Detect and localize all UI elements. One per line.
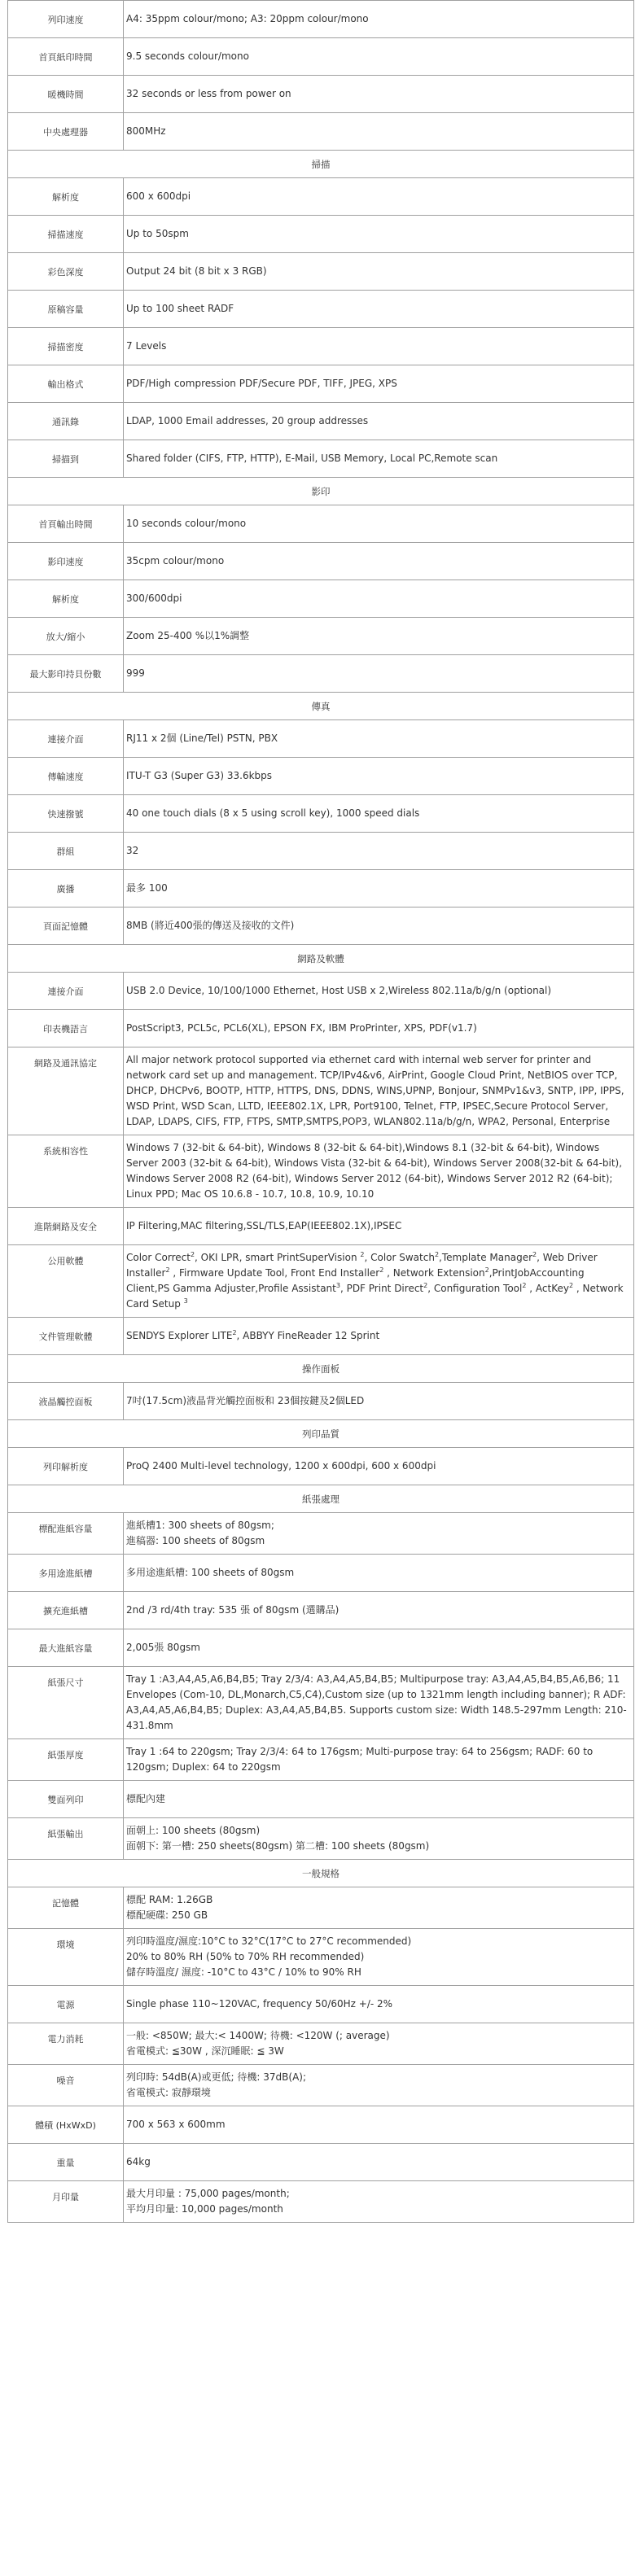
spec-row: [8, 505, 634, 543]
section-title: 影印: [8, 478, 634, 505]
spec-row: [8, 1887, 634, 1929]
spec-label: 連接介面: [8, 973, 124, 1010]
spec-value: [124, 403, 634, 440]
spec-row: [8, 1667, 634, 1739]
spec-label: 多用途進紙槽: [8, 1555, 124, 1592]
spec-row: [8, 1739, 634, 1781]
spec-label: 記憶體: [8, 1887, 124, 1929]
spec-value: [124, 253, 634, 291]
spec-row: [8, 720, 634, 758]
spec-row: [8, 1, 634, 38]
spec-row: [8, 113, 634, 151]
spec-value: [124, 2106, 634, 2144]
spec-value: [124, 1555, 634, 1592]
spec-value: [124, 2181, 634, 2223]
spec-label: 系統相容性: [8, 1135, 124, 1208]
spec-value: [124, 2144, 634, 2181]
spec-value: [124, 1, 634, 38]
section-title: 傳真: [8, 693, 634, 720]
spec-value-line: 7吋(17.5cm)液晶背光觸控面板和 23個按鍵及2個LED: [126, 1395, 365, 1406]
spec-label: 體積 (HxWxD): [8, 2106, 124, 2144]
spec-value: [124, 1929, 634, 1986]
spec-label: 紙張輸出: [8, 1818, 124, 1860]
spec-value-line: SENDYS Explorer LITE$^2$, ABBYY FineReader 12 Sprint: [126, 1329, 380, 1341]
spec-value-line: 多用途進紙槽: 100 sheets of 80gsm: [126, 1567, 295, 1578]
spec-label: 擴充進紙槽: [8, 1592, 124, 1629]
spec-label: 掃描到: [8, 440, 124, 478]
spec-label: 通訊錄: [8, 403, 124, 440]
spec-row: [8, 1929, 634, 1986]
spec-value-line: 20% to 80% RH (50% to 70% RH recommended): [126, 1951, 365, 1962]
spec-value: [124, 2023, 634, 2065]
spec-row: [8, 1135, 634, 1208]
spec-value: [124, 216, 634, 253]
spec-row: [8, 1592, 634, 1629]
spec-row: [8, 758, 634, 795]
spec-value-line: USB 2.0 Device, 10/100/1000 Ethernet, Host USB x 2,Wireless 802.11a/b/g/n (optional): [126, 985, 552, 996]
spec-value: [124, 1887, 634, 1929]
spec-value: [124, 758, 634, 795]
section-header-row: [8, 693, 634, 720]
spec-row: [8, 1318, 634, 1355]
spec-label: 網路及通訊協定: [8, 1047, 124, 1135]
spec-value-line: 2,005張 80gsm: [126, 1642, 200, 1653]
spec-row: [8, 403, 634, 440]
spec-row: [8, 2065, 634, 2106]
spec-value-line: 標配內建: [126, 1793, 166, 1804]
spec-value-line: 平均月印量: 10,000 pages/month: [126, 2203, 283, 2215]
spec-value-line: PostScript3, PCL5c, PCL6(XL), EPSON FX, IBM ProPrinter, XPS, PDF(v1.7): [126, 1022, 477, 1034]
spec-row: [8, 1629, 634, 1667]
spec-label: 頁面記憶體: [8, 908, 124, 945]
spec-value-line: A4: 35ppm colour/mono; A3: 20ppm colour/mono: [126, 13, 369, 24]
spec-label: 首頁紙印時間: [8, 38, 124, 76]
spec-value-line: 最多 100: [126, 882, 168, 894]
spec-label: 傳輸速度: [8, 758, 124, 795]
spec-value: [124, 2065, 634, 2106]
spec-row: [8, 365, 634, 403]
spec-row: [8, 1555, 634, 1592]
spec-value-line: 300/600dpi: [126, 593, 182, 604]
spec-value-line: Tray 1 :64 to 220gsm; Tray 2/3/4: 64 to 176gsm; Multi-purpose tray: 64 to 256gsm; RADF: 60 to 120gsm; Duplex: 64 to 220gsm: [126, 1746, 594, 1773]
spec-label: 標配進紙容量: [8, 1513, 124, 1555]
spec-value: [124, 795, 634, 833]
spec-label: 暖機時間: [8, 76, 124, 113]
spec-value: [124, 1047, 634, 1135]
spec-row: [8, 440, 634, 478]
spec-value-line: 8MB (將近400張的傳送及接收的文件): [126, 920, 295, 931]
spec-label: 中央處理器: [8, 113, 124, 151]
spec-value: [124, 1135, 634, 1208]
spec-value-line: 標配 RAM: 1.26GB: [126, 1894, 213, 1905]
spec-value-line: 2nd /3 rd/4th tray: 535 張 of 80gsm (選購品): [126, 1604, 340, 1616]
spec-value-line: 40 one touch dials (8 x 5 using scroll key), 1000 speed dials: [126, 807, 420, 819]
spec-row: [8, 618, 634, 655]
spec-label: 列印解析度: [8, 1448, 124, 1485]
spec-row: [8, 2106, 634, 2144]
spec-row: [8, 655, 634, 693]
spec-label: 文件管理軟體: [8, 1318, 124, 1355]
spec-value-line: 省電模式: 寂靜環境: [126, 2087, 211, 2098]
spec-value-line: Up to 50spm: [126, 228, 189, 239]
section-title: 列印品質: [8, 1420, 634, 1448]
spec-value-line: 儲存時溫度/ 濕度: -10°C to 43°C / 10% to 90% RH: [126, 1966, 361, 1978]
spec-value-line: 最大月印量 : 75,000 pages/month;: [126, 2188, 290, 2199]
spec-value-line: 35cpm colour/mono: [126, 555, 225, 566]
spec-value: [124, 833, 634, 870]
spec-value-line: Tray 1 :A3,A4,A5,A6,B4,B5; Tray 2/3/4: A3,A4,A5,B4,B5; Multipurpose tray: A3,A4,A5,B4,B5,A6,B6; 11 Envelopes (Com-10, DL,Monarch,C5,C4),Custom size (up to 1321mm length including banner); R ADF: A3,A4,A5,A6,B4,B5; Duplex: A3,A4,A5,B4,B5. Supports custom size: Width 148.5-297mm Length: 210-431.8mm: [126, 1673, 627, 1731]
spec-label: 解析度: [8, 580, 124, 618]
spec-label: 原稿容量: [8, 291, 124, 328]
spec-row: [8, 908, 634, 945]
spec-value: [124, 1781, 634, 1818]
spec-label: 電源: [8, 1986, 124, 2023]
spec-value: [124, 1667, 634, 1739]
spec-row: [8, 870, 634, 908]
spec-value: [124, 618, 634, 655]
spec-label: 影印速度: [8, 543, 124, 580]
spec-row: [8, 543, 634, 580]
spec-label: 列印速度: [8, 1, 124, 38]
spec-value: [124, 1010, 634, 1047]
section-header-row: [8, 478, 634, 505]
spec-value-line: All major network protocol supported via ethernet card with internal web server for printer and network card set up and management. TCP/IPv4&v6, AirPrint, Google Cloud Print, NetBIOS over TCP, DHCP, DHCPv6, BOOTP, HTTP, HTTPS, DNS, DDNS, WINS,UPNP, Bonjour, SNMPv1&v3, SNTP, IPP, IPPS, WSD Print, WSD Scan, LLTD, IEEE802.1X, LPR, Port9100, Telnet, FTP, IPSEC,Secure Protocol Server, LDAP, LDAPS, CIFS, FTP, FTPS, SMTP,SMTPS,POP3, WLAN802.11a/b/g/n, WPA2, Personal, Enterprise: [126, 1054, 624, 1127]
spec-value-line: 列印時: 54dB(A)或更低; 待機: 37dB(A);: [126, 2071, 306, 2083]
spec-label: 紙張厚度: [8, 1739, 124, 1781]
spec-row: [8, 216, 634, 253]
spec-value-line: 10 seconds colour/mono: [126, 518, 247, 529]
section-title: 一般規格: [8, 1860, 634, 1887]
spec-value: [124, 655, 634, 693]
spec-row: [8, 1986, 634, 2023]
spec-row: [8, 2023, 634, 2065]
spec-label: 最大進紙容量: [8, 1629, 124, 1667]
spec-label: 解析度: [8, 178, 124, 216]
section-title: 操作面板: [8, 1355, 634, 1383]
spec-value: [124, 720, 634, 758]
spec-row: [8, 38, 634, 76]
spec-value-line: 64kg: [126, 2156, 151, 2167]
spec-row: [8, 2144, 634, 2181]
spec-row: [8, 1208, 634, 1245]
spec-value: [124, 1318, 634, 1355]
spec-row: [8, 76, 634, 113]
spec-value-line: 999: [126, 667, 145, 679]
spec-value: [124, 1739, 634, 1781]
spec-label: 最大影印持貝份數: [8, 655, 124, 693]
spec-row: [8, 291, 634, 328]
spec-label: 掃描速度: [8, 216, 124, 253]
spec-value-line: 700 x 563 x 600mm: [126, 2119, 226, 2130]
spec-value: [124, 1448, 634, 1485]
section-title: 掃描: [8, 151, 634, 178]
spec-value: [124, 870, 634, 908]
spec-label: 放大/縮小: [8, 618, 124, 655]
spec-label: 進階網路及安全: [8, 1208, 124, 1245]
spec-row: [8, 1781, 634, 1818]
spec-label: 電力消耗: [8, 2023, 124, 2065]
spec-row: [8, 328, 634, 365]
spec-value-line: Up to 100 sheet RADF: [126, 303, 234, 314]
spec-value: [124, 1383, 634, 1420]
spec-label: 公用軟體: [8, 1245, 124, 1318]
spec-row: [8, 1245, 634, 1318]
spec-value-line: ITU-T G3 (Super G3) 33.6kbps: [126, 770, 273, 781]
specification-table-body: [8, 1, 634, 2223]
spec-row: [8, 1383, 634, 1420]
spec-label: 輸出格式: [8, 365, 124, 403]
section-header-row: [8, 1420, 634, 1448]
section-header-row: [8, 1485, 634, 1513]
spec-value: [124, 1986, 634, 2023]
spec-value-line: Output 24 bit (8 bit x 3 RGB): [126, 265, 267, 277]
spec-label: 印表機語言: [8, 1010, 124, 1047]
spec-row: [8, 1047, 634, 1135]
spec-value-line: 9.5 seconds colour/mono: [126, 50, 249, 62]
spec-label: 液晶觸控面板: [8, 1383, 124, 1420]
spec-value-line: Shared folder (CIFS, FTP, HTTP), E-Mail, USB Memory, Local PC,Remote scan: [126, 453, 498, 464]
spec-row: [8, 795, 634, 833]
section-header-row: [8, 151, 634, 178]
spec-value-line: 7 Levels: [126, 340, 167, 352]
spec-value-line: 列印時溫度/濕度:10°C to 32°C(17°C to 27°C recommended): [126, 1935, 412, 1947]
section-header-row: [8, 945, 634, 973]
spec-value-line: Color Correct$^2$, OKI LPR, smart PrintSuperVision $^2$, Color Swatch$^2$,Template Manager$^2$, Web Driver Installer$^2$ , Firmware Update Tool, Front End Installer$^2$ , Network Extension$^2$,PrintJobAccounting Client,PS Gamma Adjuster,Profile Assistant$^3$, PDF Print Direct$^2$, Configuration Tool$^2$ , ActKey$^2$ , Network Card Setup $^3$: [126, 1251, 624, 1310]
spec-label: 紙張尺寸: [8, 1667, 124, 1739]
spec-row: [8, 1448, 634, 1485]
spec-row: [8, 833, 634, 870]
spec-value: [124, 1629, 634, 1667]
spec-label: 廣播: [8, 870, 124, 908]
section-title: 網路及軟體: [8, 945, 634, 973]
spec-value-line: ProQ 2400 Multi-level technology, 1200 x 600dpi, 600 x 600dpi: [126, 1460, 436, 1472]
spec-label: 快速撥號: [8, 795, 124, 833]
spec-value: [124, 38, 634, 76]
spec-label: 首頁輸出時間: [8, 505, 124, 543]
spec-value-line: IP Filtering,MAC filtering,SSL/TLS,EAP(IEEE802.1X),IPSEC: [126, 1220, 402, 1231]
spec-row: [8, 580, 634, 618]
spec-row: [8, 1010, 634, 1047]
spec-value: [124, 1245, 634, 1318]
spec-value-line: PDF/High compression PDF/Secure PDF, TIFF, JPEG, XPS: [126, 378, 397, 389]
spec-label: 群組: [8, 833, 124, 870]
spec-label: 月印量: [8, 2181, 124, 2223]
spec-value-line: 32 seconds or less from power on: [126, 88, 291, 99]
spec-value: [124, 1208, 634, 1245]
spec-row: [8, 973, 634, 1010]
spec-value: [124, 505, 634, 543]
spec-value-line: 進稿器: 100 sheets of 80gsm: [126, 1535, 265, 1546]
spec-row: [8, 1513, 634, 1555]
spec-value-line: 省電模式: ≦30W , 深沉睡眠: ≦ 3W: [126, 2045, 284, 2057]
spec-label: 噪音: [8, 2065, 124, 2106]
spec-value-line: Zoom 25-400 %以1%調整: [126, 630, 250, 641]
section-header-row: [8, 1860, 634, 1887]
spec-value-line: 800MHz: [126, 125, 166, 137]
spec-label: 掃描密度: [8, 328, 124, 365]
spec-value: [124, 580, 634, 618]
spec-value: [124, 1513, 634, 1555]
spec-value: [124, 440, 634, 478]
spec-value: [124, 365, 634, 403]
spec-row: [8, 2181, 634, 2223]
spec-value: [124, 1818, 634, 1860]
spec-value: [124, 328, 634, 365]
spec-value-line: Single phase 110~120VAC, frequency 50/60Hz +/- 2%: [126, 1998, 393, 2010]
spec-value-line: 標配硬碟: 250 GB: [126, 1909, 208, 1921]
section-header-row: [8, 1355, 634, 1383]
spec-value: [124, 973, 634, 1010]
specification-table: [7, 0, 634, 2223]
spec-row: [8, 253, 634, 291]
spec-value: [124, 908, 634, 945]
spec-value-line: 一般: <850W; 最大:< 1400W; 待機: <120W (; average): [126, 2030, 390, 2041]
spec-value-line: 進紙槽1: 300 sheets of 80gsm;: [126, 1520, 274, 1531]
spec-value: [124, 113, 634, 151]
section-title: 紙張處理: [8, 1485, 634, 1513]
spec-value-line: 600 x 600dpi: [126, 190, 191, 202]
spec-label: 雙面列印: [8, 1781, 124, 1818]
spec-label: 連接介面: [8, 720, 124, 758]
spec-value-line: Windows 7 (32-bit & 64-bit), Windows 8 (32-bit & 64-bit),Windows 8.1 (32-bit & 64-bit), Windows Server 2003 (32-bit & 64-bit), Windows Vista (32-bit & 64-bit), Windows Server 2008(32-bit & 64-bit), Windows Server 2008 R2 (64-bit), Windows Server 2012 (64-bit), Windows Server 2012 R2 (64-bit); Linux PPD; Mac OS 10.6.8 - 10.7, 10.8, 10.9, 10.10: [126, 1142, 623, 1200]
spec-value: [124, 76, 634, 113]
spec-label: 重量: [8, 2144, 124, 2181]
spec-value-line: LDAP, 1000 Email addresses, 20 group addresses: [126, 415, 369, 426]
spec-row: [8, 178, 634, 216]
spec-row: [8, 1818, 634, 1860]
spec-label: 彩色深度: [8, 253, 124, 291]
spec-value-line: RJ11 x 2個 (Line/Tel) PSTN, PBX: [126, 733, 278, 744]
spec-value: [124, 1592, 634, 1629]
spec-value-line: 面朝下: 第一槽: 250 sheets(80gsm) 第二槽: 100 sheets (80gsm): [126, 1840, 430, 1852]
spec-value-line: 面朝上: 100 sheets (80gsm): [126, 1825, 261, 1836]
spec-value: [124, 543, 634, 580]
spec-label: 環境: [8, 1929, 124, 1986]
spec-value: [124, 291, 634, 328]
spec-value-line: 32: [126, 845, 139, 856]
spec-value: [124, 178, 634, 216]
